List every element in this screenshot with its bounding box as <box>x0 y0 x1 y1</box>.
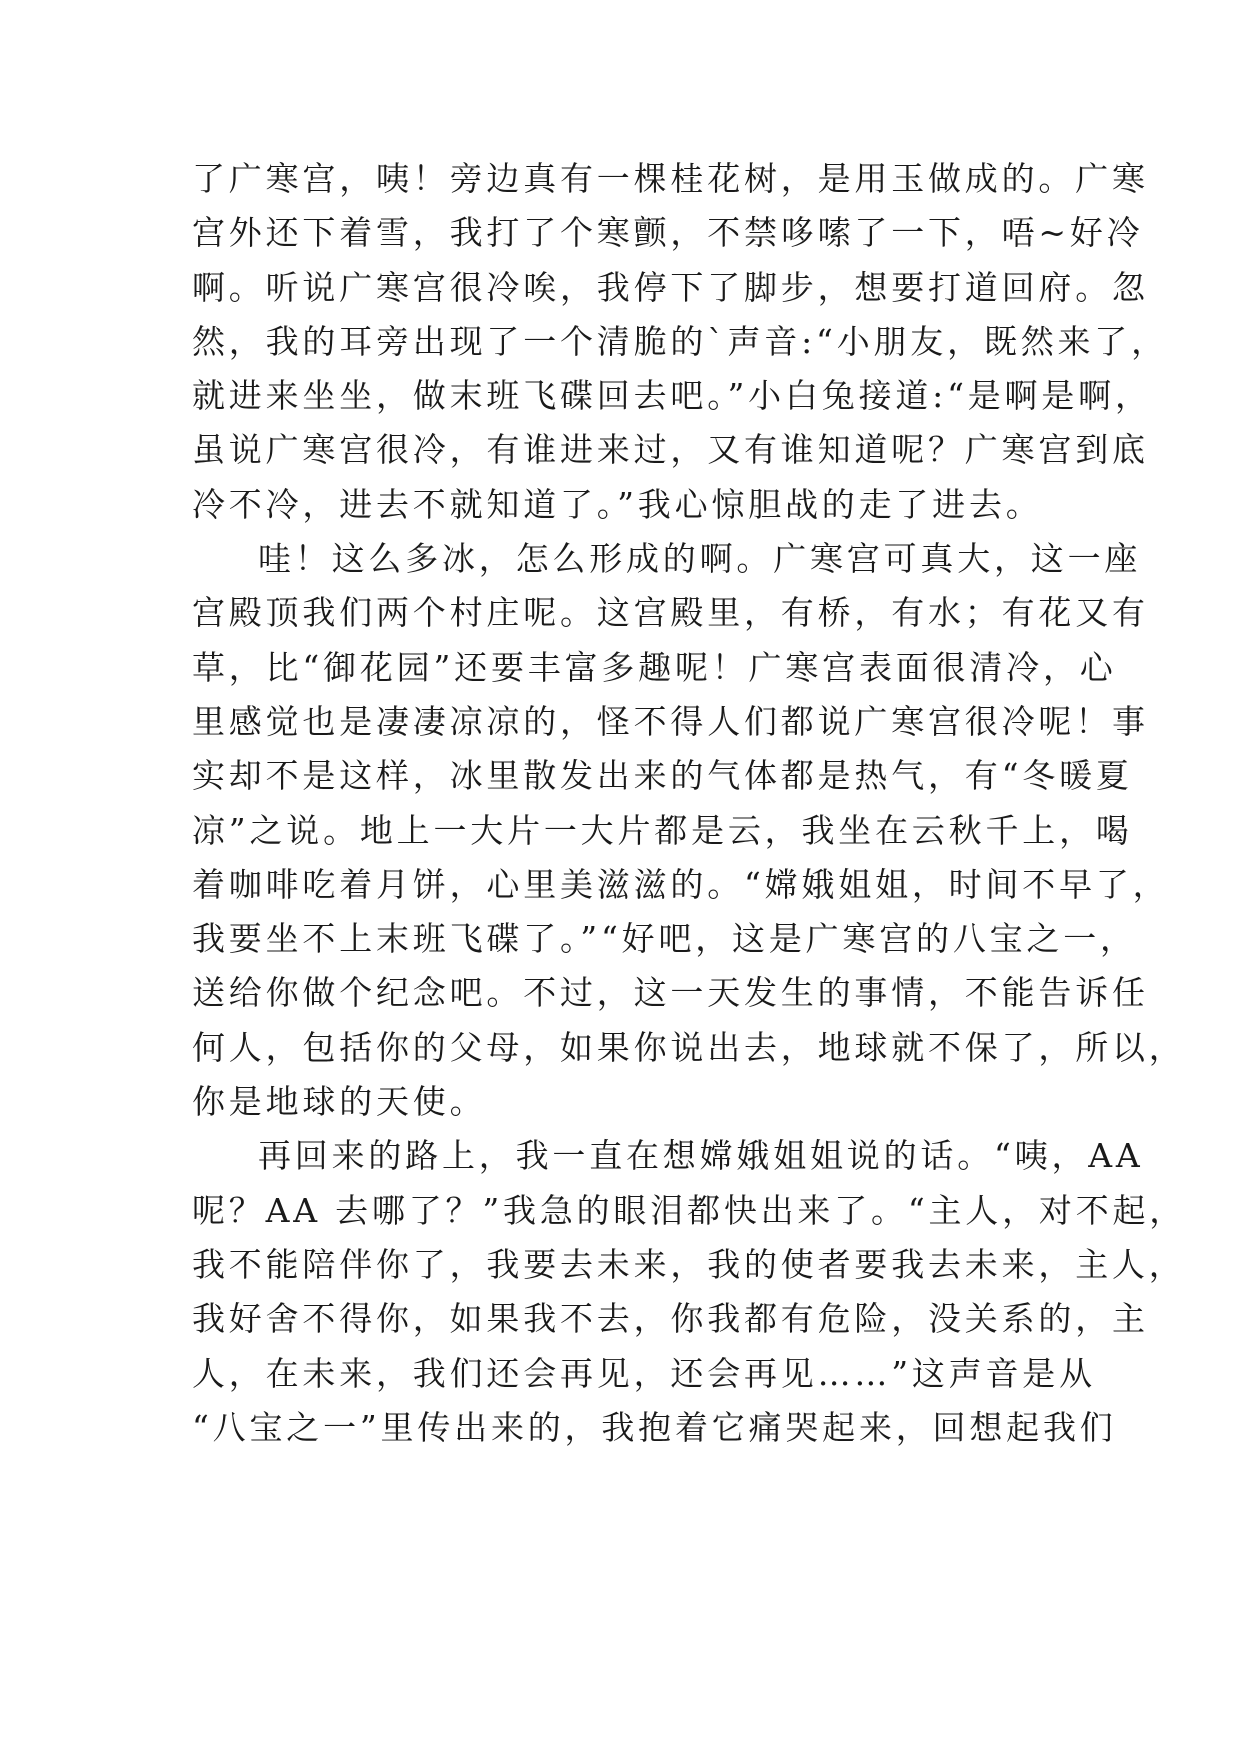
paragraph-start-line: 哇！这么多冰，怎么形成的啊。广寒宫可真大，这一座 <box>258 539 1142 579</box>
text-line: 我要坐不上末班飞碟了。”“好吧，这是广寒宫的八宝之一， <box>192 919 1137 959</box>
text-line: 我好舍不得你，如果我不去，你我都有危险，没关系的，主 <box>192 1299 1149 1339</box>
text-line: 宫殿顶我们两个村庄呢。这宫殿里，有桥，有水；有花又有 <box>192 593 1149 633</box>
text-line: 啊。听说广寒宫很冷唉，我停下了脚步，想要打道回府。忽 <box>192 267 1149 307</box>
text-line: 就进来坐坐，做末班飞碟回去吧。”小白兔接道:“是啊是啊， <box>192 376 1152 416</box>
text-line: 宫外还下着雪，我打了个寒颤，不禁哆嗦了一下，唔~好冷 <box>192 213 1144 253</box>
document-body <box>192 152 1187 1455</box>
paragraph-start-line: 再回来的路上，我一直在想嫦娥姐姐说的话。“咦，AA <box>258 1136 1144 1176</box>
text-line: 然，我的耳旁出现了一个清脆的`声音:“小朋友，既然来了， <box>192 321 1168 361</box>
text-line: 虽说广寒宫很冷，有谁进来过，又有谁知道呢？广寒宫到底 <box>192 430 1149 470</box>
text-line: 了广寒宫，咦！旁边真有一棵桂花树，是用玉做成的。广寒 <box>192 159 1149 198</box>
text-line: 你是地球的天使。 <box>192 1082 487 1122</box>
text-line: “八宝之一”里传出来的，我抱着它痛哭起来，回想起我们 <box>192 1407 1117 1447</box>
text-line: 人，在未来，我们还会再见，还会再见……”这声音是从 <box>192 1353 1096 1393</box>
text-line: 草，比“御花园”还要丰富多趣呢！广寒宫表面很清冷，心 <box>192 647 1117 687</box>
text-line: 何人，包括你的父母，如果你说出去，地球就不保了，所以， <box>192 1027 1186 1067</box>
text-line: 凉”之说。地上一大片一大片都是云，我坐在云秋千上，喝 <box>192 810 1133 850</box>
text-line: 冷不冷，进去不就知道了。”我心惊胆战的走了进去。 <box>192 484 1043 524</box>
text-line: 里感觉也是凄凄凉凉的，怪不得人们都说广寒宫很冷呢！事 <box>192 701 1149 741</box>
text-line: 呢？AA 去哪了？”我急的眼泪都快出来了。“主人，对不起， <box>192 1190 1187 1230</box>
text-line: 实却不是这样，冰里散发出来的气体都是热气，有“冬暖夏 <box>192 756 1133 796</box>
text-line: 我不能陪伴你了，我要去未来，我的使者要我去未来，主人， <box>192 1244 1186 1284</box>
text-line: 着咖啡吃着月饼，心里美滋滋的。“嫦娥姐姐，时间不早了， <box>192 864 1170 904</box>
text-line: 送给你做个纪念吧。不过，这一天发生的事情，不能告诉任 <box>192 973 1149 1013</box>
